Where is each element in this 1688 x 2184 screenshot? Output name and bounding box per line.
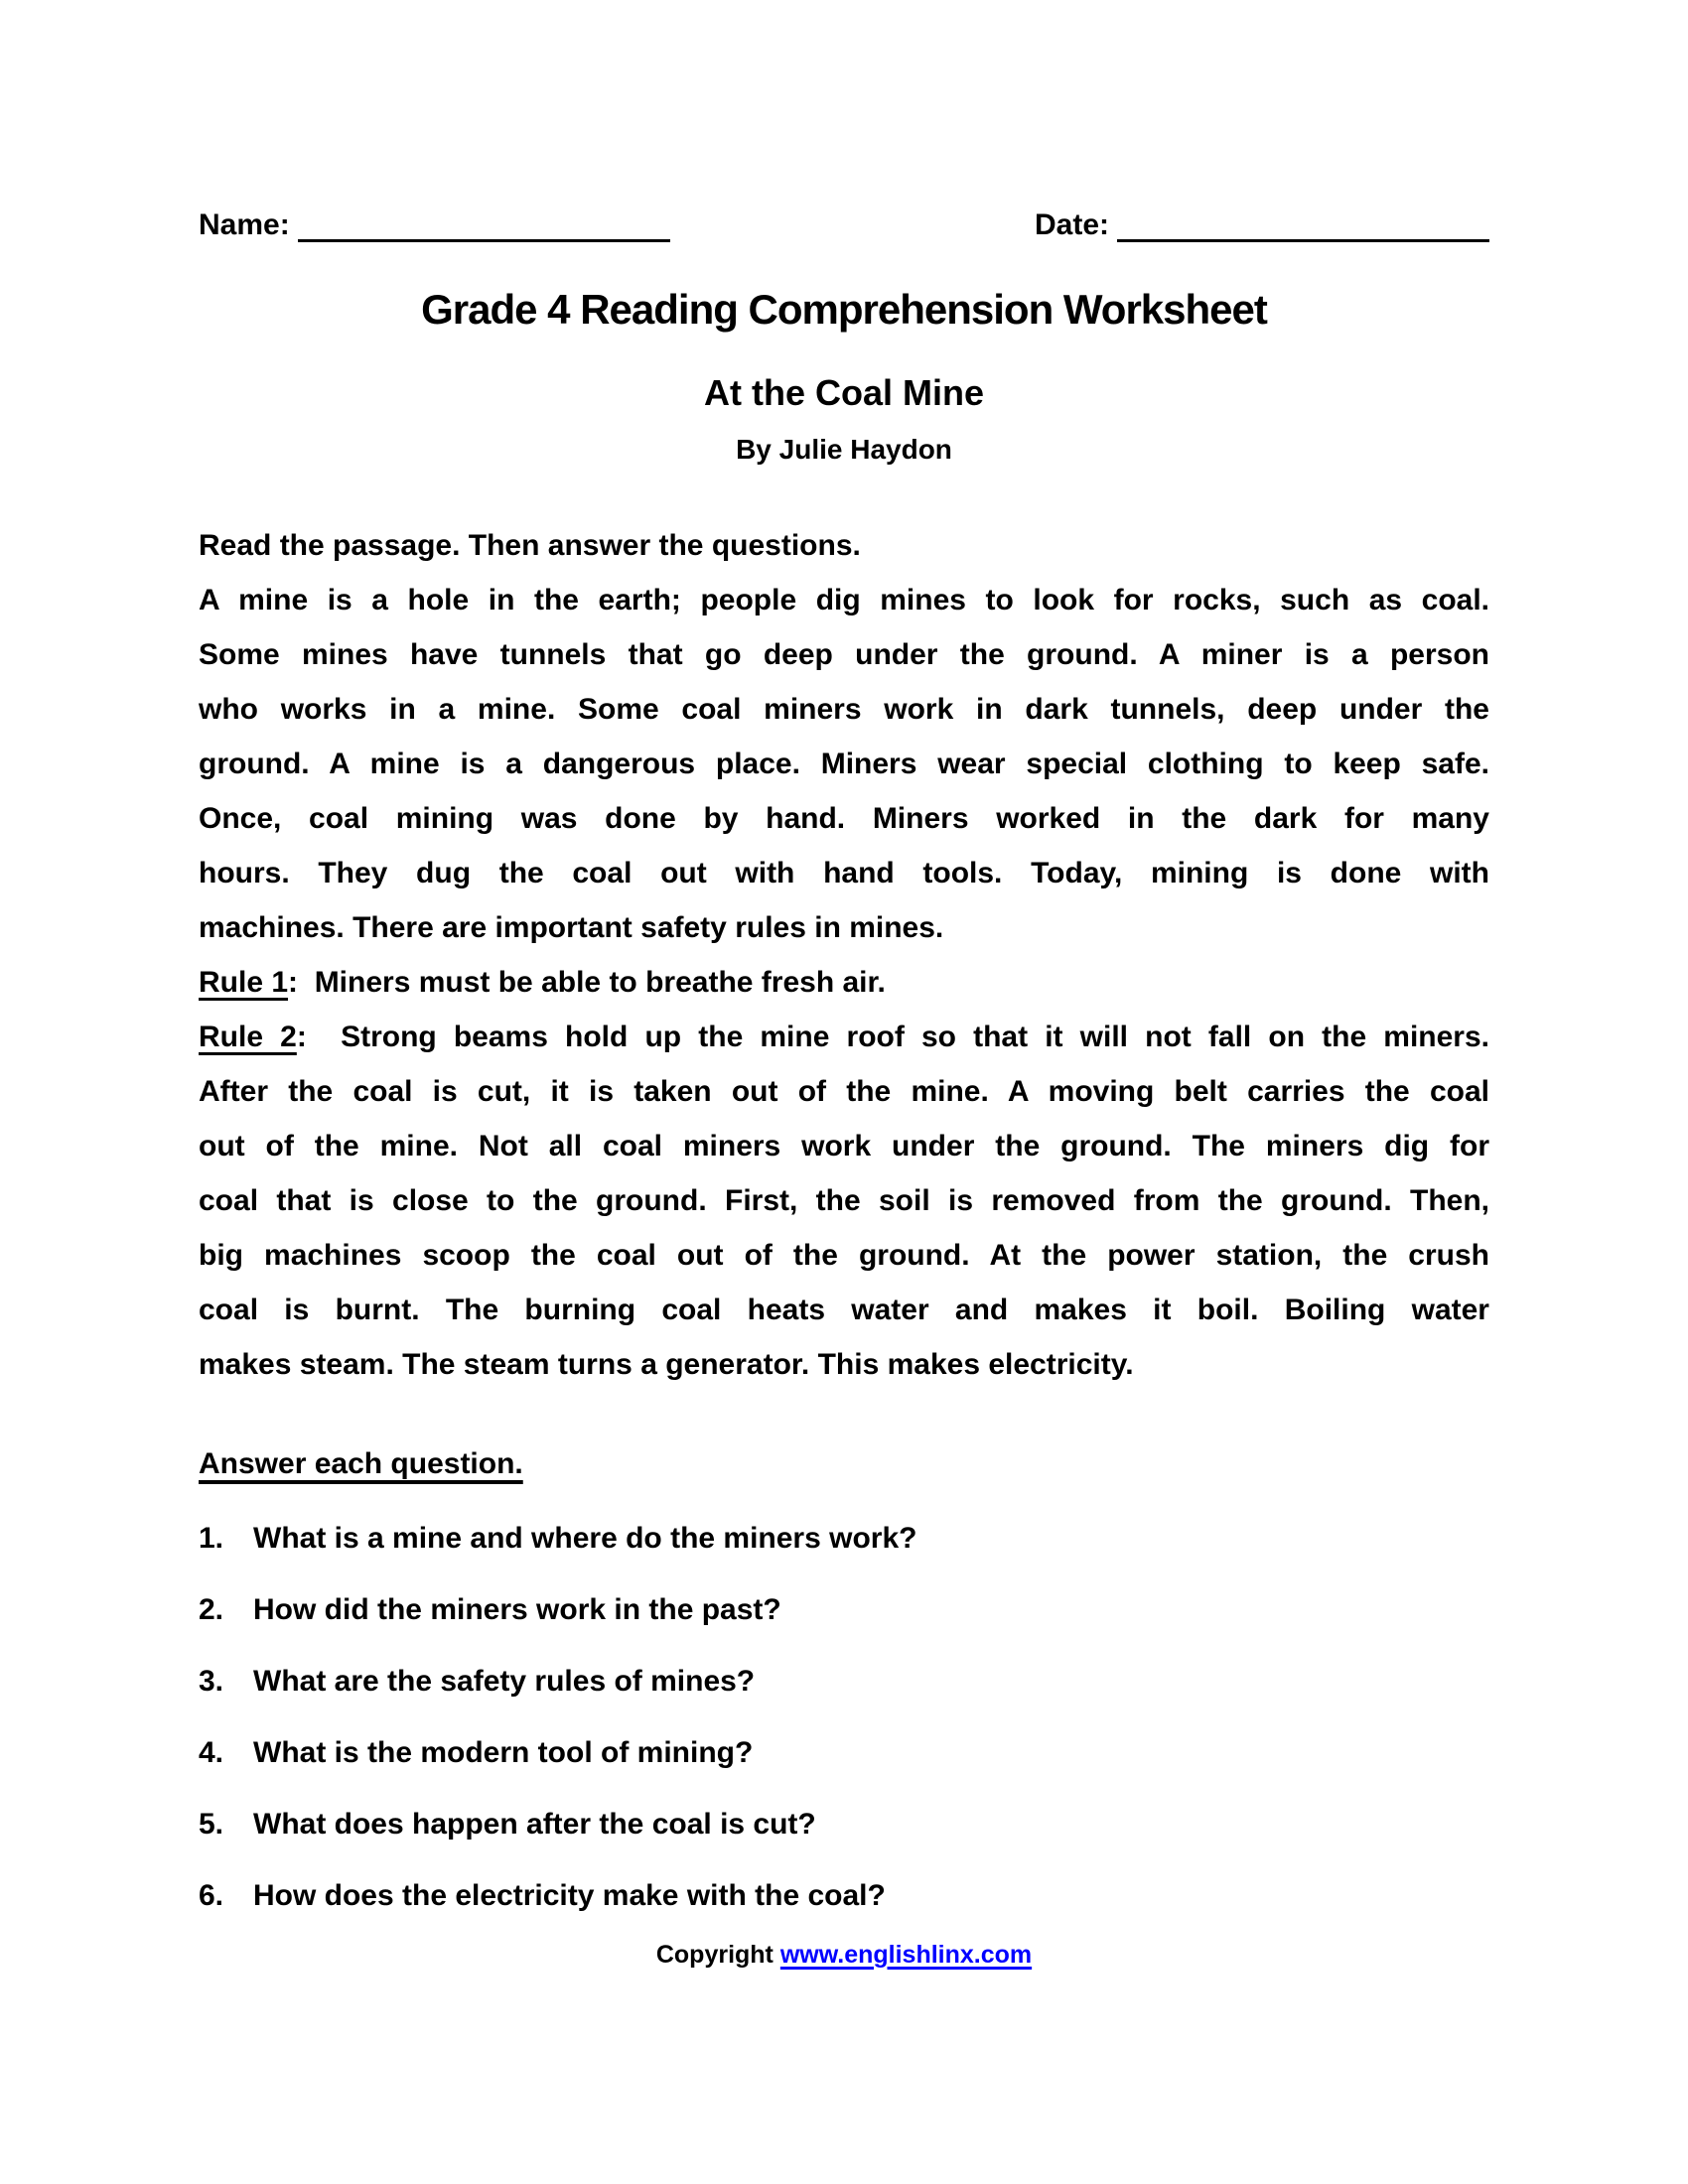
question-number: 2. <box>199 1593 224 1626</box>
footer <box>199 1940 1489 1970</box>
passage-line: coal that is close to the ground. First, the soil is removed from the ground. Then, <box>199 1184 1489 1217</box>
passage-line: makes steam. The steam turns a generator. This makes electricity. <box>199 1348 1134 1381</box>
passage-line: ground. A mine is a dangerous place. Miners wear special clothing to keep safe. <box>199 748 1489 780</box>
worksheet-title: Grade 4 Reading Comprehension Worksheet <box>421 286 1267 333</box>
story-title: At the Coal Mine <box>703 372 984 413</box>
passage-line: who works in a mine. Some coal miners work in dark tunnels, deep under the <box>199 693 1489 726</box>
rule-2-line <box>199 1010 1489 1064</box>
question-text: What is the modern tool of mining? <box>253 1736 754 1769</box>
passage-instructions: Read the passage. Then answer the questions. <box>199 529 861 562</box>
question-item <box>199 1797 1489 1851</box>
passage-line: A mine is a hole in the earth; people dig mines to look for rocks, such as coal. <box>199 584 1489 616</box>
question-item <box>199 1725 1489 1780</box>
question-number: 5. <box>199 1808 224 1841</box>
passage-paragraph-1 <box>199 573 1489 955</box>
passage-line: Once, coal mining was done by hand. Miners worked in the dark for many <box>199 802 1489 835</box>
rule-1-label: Rule 1 <box>199 966 289 999</box>
question-number: 1. <box>199 1522 224 1555</box>
copyright-label: Copyright <box>655 1941 780 1969</box>
name-label: Name: <box>199 208 290 241</box>
question-text: What does happen after the coal is cut? <box>253 1808 816 1841</box>
rule-1-text: : Miners must be able to breathe fresh air. <box>288 966 886 999</box>
copyright-link[interactable]: www.englishlinx.com <box>779 1941 1033 1969</box>
passage-line: After the coal is cut, it is taken out of the mine. A moving belt carries the coal <box>199 1075 1489 1108</box>
passage-line: big machines scoop the coal out of the ground. At the power station, the crush <box>199 1239 1489 1272</box>
question-number: 6. <box>199 1879 224 1912</box>
passage-line: coal is burnt. The burning coal heats water and makes it boil. Boiling water <box>199 1294 1489 1326</box>
rule-2-text: : Strong beams hold up the mine roof so that it will not fall on the miners. <box>296 1021 1490 1053</box>
passage-line: machines. There are important safety rules in mines. <box>199 911 944 944</box>
date-blank-line <box>1117 213 1489 242</box>
answer-heading-text: Answer each question. <box>199 1447 523 1480</box>
passage-line: hours. They dug the coal out with hand tools. Today, mining is done with <box>199 857 1489 889</box>
header-row <box>199 209 1489 242</box>
question-text: How did the miners work in the past? <box>253 1593 781 1626</box>
question-item <box>199 1868 1489 1923</box>
rule-1-line <box>199 955 1489 1010</box>
passage-paragraph-2 <box>199 1010 1489 1392</box>
question-item <box>199 1582 1489 1637</box>
question-text: What are the safety rules of mines? <box>253 1665 756 1698</box>
answer-heading <box>199 1436 1489 1491</box>
question-text: What is a mine and where do the miners work? <box>253 1522 917 1555</box>
question-number: 3. <box>199 1665 224 1698</box>
passage-line: out of the mine. Not all coal miners work under the ground. The miners dig for <box>199 1130 1489 1162</box>
name-field <box>199 208 670 242</box>
question-item <box>199 1654 1489 1708</box>
name-blank-line <box>298 213 670 242</box>
passage-line: Some mines have tunnels that go deep under the ground. A miner is a person <box>199 638 1489 671</box>
question-text: How does the electricity make with the coal? <box>253 1879 886 1912</box>
question-list <box>199 1511 1489 1923</box>
rule-2-label: Rule 2 <box>199 1021 297 1053</box>
date-label: Date: <box>1034 208 1109 241</box>
question-number: 4. <box>199 1736 224 1769</box>
date-field <box>1035 208 1489 242</box>
question-item <box>199 1511 1489 1566</box>
byline: By Julie Haydon <box>736 434 952 465</box>
